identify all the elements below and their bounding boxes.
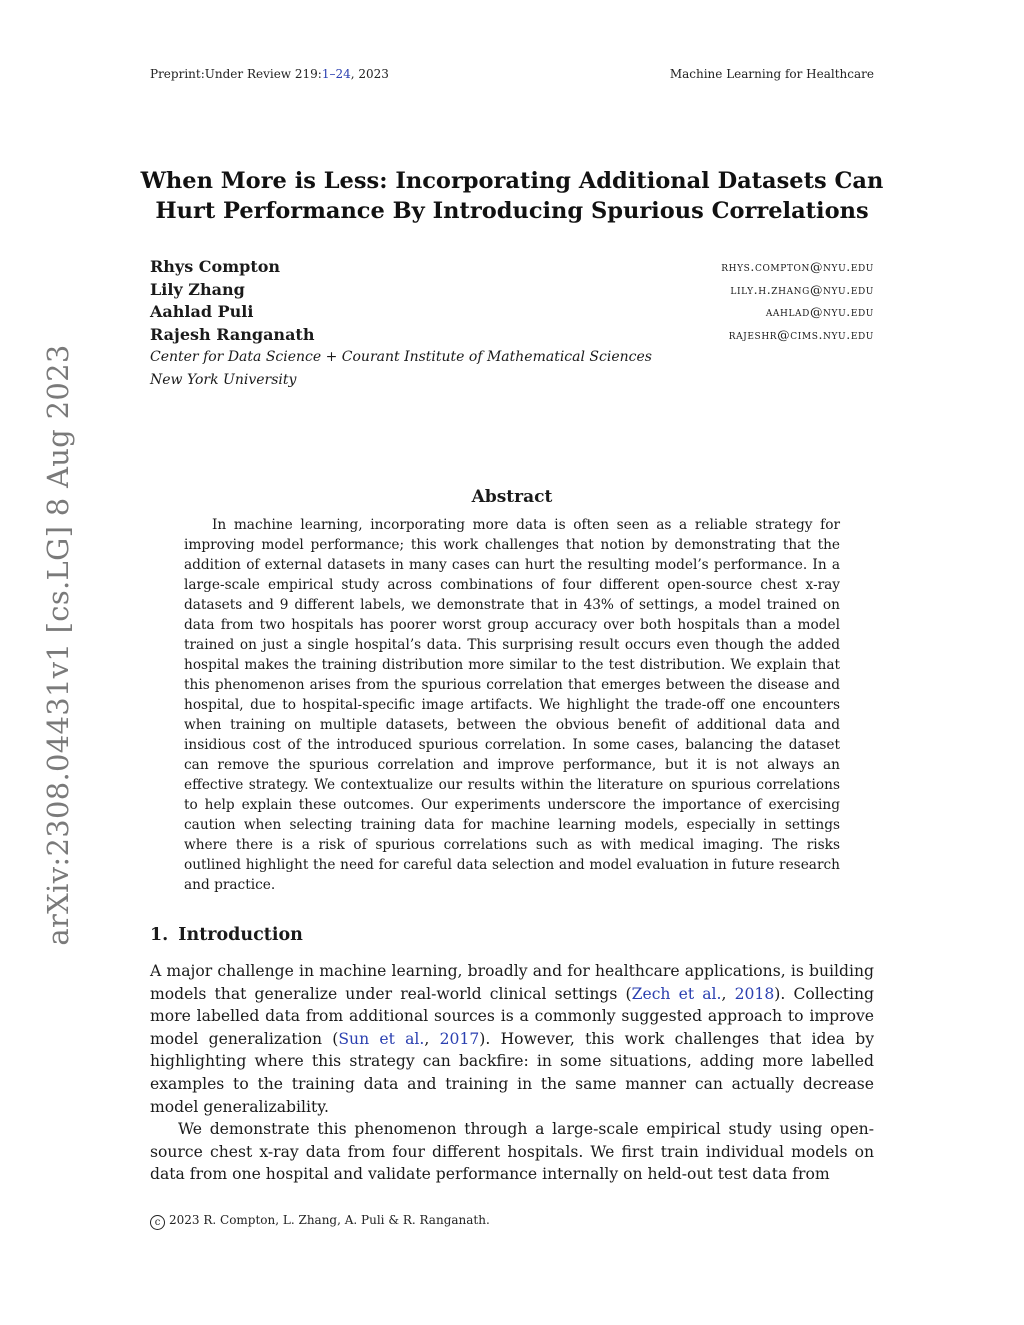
citation-year-link[interactable]: 2017 bbox=[439, 1029, 480, 1048]
section-number: 1. bbox=[150, 925, 169, 945]
author-email: rhys.compton@nyu.edu bbox=[721, 259, 874, 274]
paper-title bbox=[120, 166, 904, 226]
author-block bbox=[150, 256, 874, 391]
abstract-heading: Abstract bbox=[471, 487, 553, 507]
author-email: rajeshr@cims.nyu.edu bbox=[728, 326, 874, 342]
running-header-left: Preprint:Under Review 219:1–24, 2023 bbox=[150, 67, 389, 81]
author-email: lily.h.zhang@nyu.edu bbox=[730, 281, 874, 297]
author-row bbox=[150, 279, 874, 302]
author-row bbox=[150, 256, 874, 279]
section-title: Introduction bbox=[178, 925, 303, 945]
affiliation-line-1: Center for Data Science + Courant Institute of Mathematical Sciences bbox=[150, 349, 652, 365]
affiliation-line-2: New York University bbox=[150, 371, 297, 388]
citation-link[interactable]: Zech et al. bbox=[631, 984, 722, 1003]
paragraph: A major challenge in machine learning, broadly and for healthcare applications, is building models that generalize under real-world clinical settings (Zech et al., 2018). Collecting more labelled data from additional sources is a commonly suggested approach to improve model generalization (Sun et al., 2017). However, this work challenges that idea by highlighting where this strategy can backfire: in some situations, adding more labelled examples to the training data and training in the same manner can actually decrease model generalizability. bbox=[150, 962, 875, 1116]
author-row bbox=[150, 301, 874, 324]
author-name: Lily Zhang bbox=[150, 279, 245, 299]
arxiv-identifier: arXiv:2308.04431v1 [cs.LG] 8 Aug 2023 bbox=[41, 344, 75, 946]
author-name: Rhys Compton bbox=[150, 257, 281, 276]
arxiv-sidebar bbox=[38, 344, 78, 946]
author-name: Aahlad Puli bbox=[150, 302, 254, 321]
abstract-text: In machine learning, incorporating more data is often seen as a reliable strategy for improving model performance; this work challenges that notion by demonstrating that the addition of external datasets in many cases can hurt the resulting model’s performance. In a large-scale empirical study across combinations of four different open-source chest x-ray datasets and 9 different labels, we demonstrate that in 43% of settings, a model trained on data from two hospitals has poorer worst group accuracy over both hospitals than a model trained on just a single hospital’s data. This surprising result occurs even though the added hospital makes the training distribution more similar to the test distribution. We explain that this phenomenon arises from the spurious correlation that emerges between the disease and hospital, due to hospital-specific image artifacts. We highlight the trade-off one encounters when training on multiple datasets, between the obvious benefit of additional data and insidious cost of the introduced spurious correlation. In some cases, balancing the dataset can remove the spurious correlation and improve performance, but it is not always an effective strategy. We contextualize our results within the literature on spurious correlations to help explain these outcomes. Our experiments underscore the importance of exercising caution when selecting training data for machine learning models, especially in settings where there is a risk of spurious correlations such as with medical imaging. The risks outlined highlight the need for careful data selection and model evaluation in future research and practice. bbox=[184, 517, 840, 893]
citation-year-link[interactable]: 2018 bbox=[734, 984, 775, 1003]
title-line-1: When More is Less: Incorporating Additional Datasets Can bbox=[140, 168, 884, 194]
copyright-footer bbox=[150, 1213, 490, 1230]
page-range-link[interactable]: 1–24 bbox=[321, 67, 351, 81]
copyright-icon: c bbox=[150, 1215, 165, 1230]
paragraph: We demonstrate this phenomenon through a large-scale empirical study using open-source chest x-ray data from four different hospitals. We first train individual models on data from one hospital and validate performance internally on held-out test data from bbox=[150, 1120, 874, 1184]
author-row bbox=[150, 324, 874, 347]
author-name: Rajesh Ranganath bbox=[150, 324, 315, 344]
title-line-2: Hurt Performance By Introducing Spurious Correlations bbox=[155, 198, 869, 224]
author-email: aahlad@nyu.edu bbox=[765, 304, 874, 319]
introduction-body bbox=[150, 960, 874, 1186]
citation-link[interactable]: Sun et al. bbox=[338, 1029, 425, 1048]
copyright-text: 2023 R. Compton, L. Zhang, A. Puli & R. Ranganath. bbox=[169, 1213, 490, 1227]
section-heading-introduction bbox=[150, 925, 303, 945]
running-header-right: Machine Learning for Healthcare bbox=[669, 67, 874, 81]
